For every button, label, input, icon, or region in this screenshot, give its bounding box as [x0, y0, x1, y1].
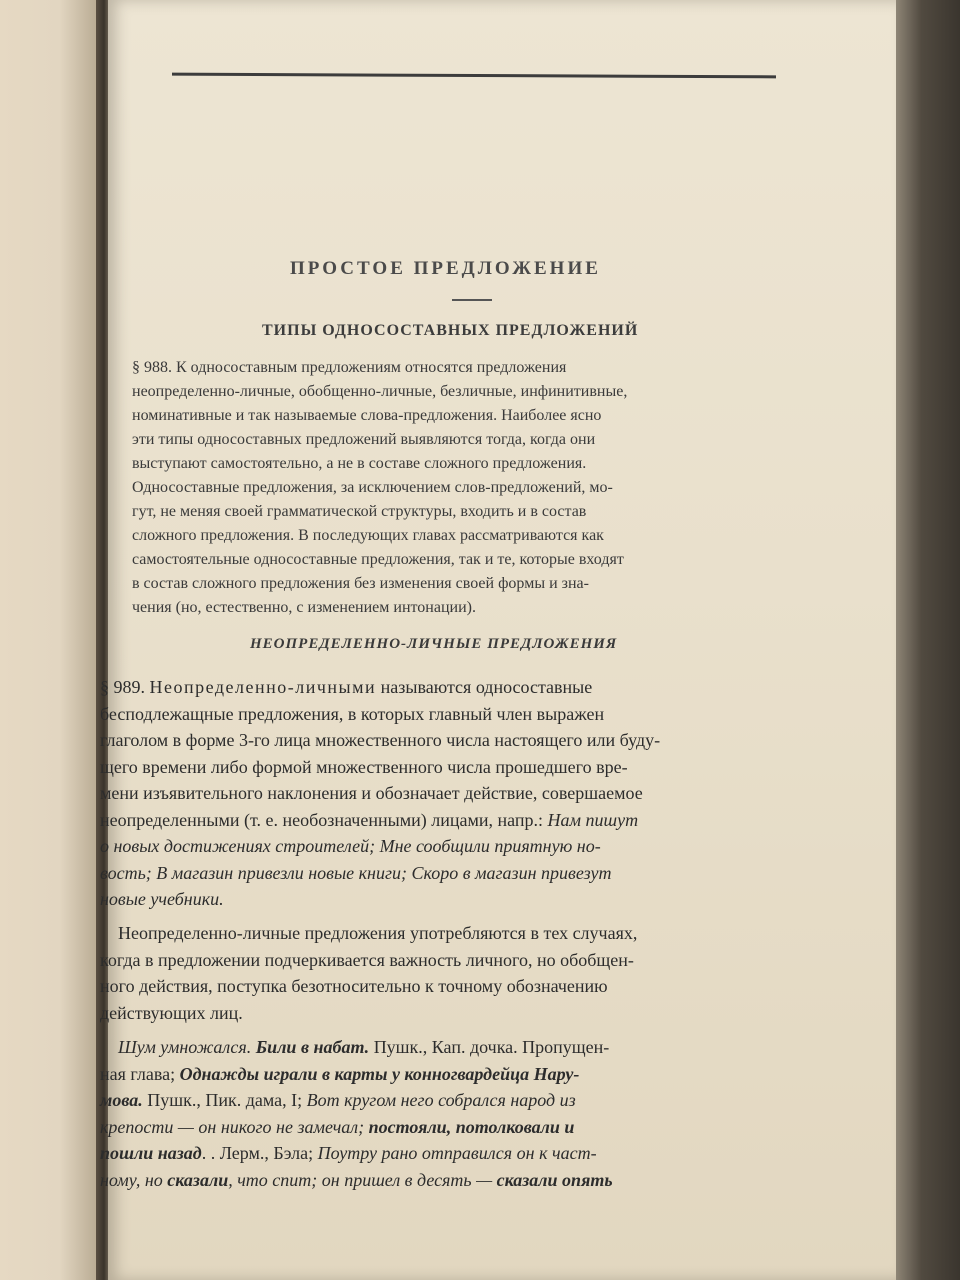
page-title: ПРОСТОЕ ПРЕДЛОЖЕНИЕ [290, 258, 601, 279]
paragraph-examples [100, 1034, 860, 1193]
example-emphasis: постояли, потолковали и [368, 1116, 575, 1137]
example-line: новые учебники. [100, 889, 224, 909]
text-line: гут, не меняя своей грамматической структуры, входить и в состав [132, 503, 587, 520]
title-divider [452, 299, 492, 301]
text-line [100, 1034, 860, 1061]
paragraph-989 [100, 674, 860, 913]
text-line: эти типы односоставных предложений выявляются тогда, когда они [132, 431, 596, 448]
text-line: Односоставные предложения, за исключением слов-предложений, мо- [132, 479, 613, 496]
text-line [100, 1061, 860, 1088]
text-line: действующих лиц. [100, 1002, 243, 1023]
text-line [100, 1140, 860, 1167]
example-emphasis: сказали [167, 1169, 229, 1190]
example-emphasis: пошли назад [100, 1143, 202, 1163]
text-line: глаголом в форме 3-го лица множественного числа настоящего или буду- [100, 730, 661, 750]
example-emphasis: сказали опять [496, 1169, 613, 1190]
text-line [100, 1087, 860, 1114]
example-fragment: Поутру рано отправился он к част- [317, 1143, 597, 1163]
citation: Пушк., Пик. дама, I; [142, 1090, 307, 1110]
text-line [100, 1114, 860, 1141]
chapter-subtitle: ТИПЫ ОДНОСОСТАВНЫХ ПРЕДЛОЖЕНИЙ [262, 322, 639, 339]
paragraph-988 [132, 356, 832, 620]
citation: ная глава; [100, 1063, 180, 1084]
example-fragment: ному, но [100, 1169, 168, 1190]
text-line: ного действия, поступка безотносительно к точному обозначению [100, 976, 608, 996]
example-line: о новых достижениях строителей; Мне сообщили приятную но- [100, 836, 601, 856]
citation: . . Лерм., Бэла; [201, 1143, 318, 1163]
example-fragment: , что спит; он пришел в десять — [228, 1169, 497, 1190]
page-stack-edge [896, 0, 960, 1280]
term-emphasis: Неопределенно-личными [149, 677, 377, 697]
text-line [100, 1167, 860, 1194]
example-emphasis: Однажды играли в карты у конногвардейца Нару- [179, 1063, 580, 1084]
text-line [100, 674, 860, 701]
text-line: когда в предложении подчеркивается важность личного, но обобщен- [100, 949, 634, 970]
example-fragment: Шум умножался. [118, 1037, 256, 1057]
left-page-edge [0, 0, 108, 1280]
example-fragment: крепости — он никого не замечал; [100, 1116, 369, 1137]
text-line: сложного предложения. В последующих главах рассматриваются как [132, 527, 604, 544]
text-fragment: называются односоставные [376, 677, 593, 697]
citation: Пушк., Кап. дочка. Пропущен- [369, 1037, 610, 1057]
text-line [100, 807, 860, 834]
text-line: § 988. К односоставным предложениям относятся предложения [132, 359, 567, 376]
text-line: Неопределенно-личные предложения употребляются в тех случаях, [118, 923, 638, 943]
text-fragment: неопределенными (т. е. необозначенными) лицами, напр.: [100, 809, 548, 830]
section-heading: НЕОПРЕДЕЛЕННО-ЛИЧНЫЕ ПРЕДЛОЖЕНИЯ [250, 636, 618, 652]
text-line: бесподлежащные предложения, в которых главный член выражен [100, 703, 605, 724]
example-fragment: Вот кругом него собрался народ из [306, 1090, 576, 1110]
example-line: вость; В магазин привезли новые книги; Скоро в магазин привезут [100, 862, 612, 883]
text-line: в состав сложного предложения без изменения своей формы и зна- [132, 575, 589, 592]
example-fragment: Нам пишут [547, 809, 639, 830]
paragraph-usage [100, 920, 860, 1026]
text-line: щего времени либо формой множественного числа прошедшего вре- [100, 756, 628, 777]
text-line: мени изъявительного наклонения и обозначает действие, совершаемое [100, 783, 643, 803]
paragraph-number: § 989. [100, 677, 150, 697]
text-line: чения (но, естественно, с изменением интонации). [132, 599, 476, 616]
text-line: номинативные и так называемые слова-предложения. Наиболее ясно [132, 407, 602, 424]
example-emphasis: Били в набат. [255, 1037, 370, 1057]
text-line: выступают самостоятельно, а не в составе сложного предложения. [132, 455, 587, 472]
text-line: неопределенно-личные, обобщенно-личные, безличные, инфинитивные, [132, 383, 628, 400]
example-emphasis: мова. [100, 1090, 143, 1110]
text-line: самостоятельные односоставные предложения, так и те, которые входят [132, 551, 624, 568]
